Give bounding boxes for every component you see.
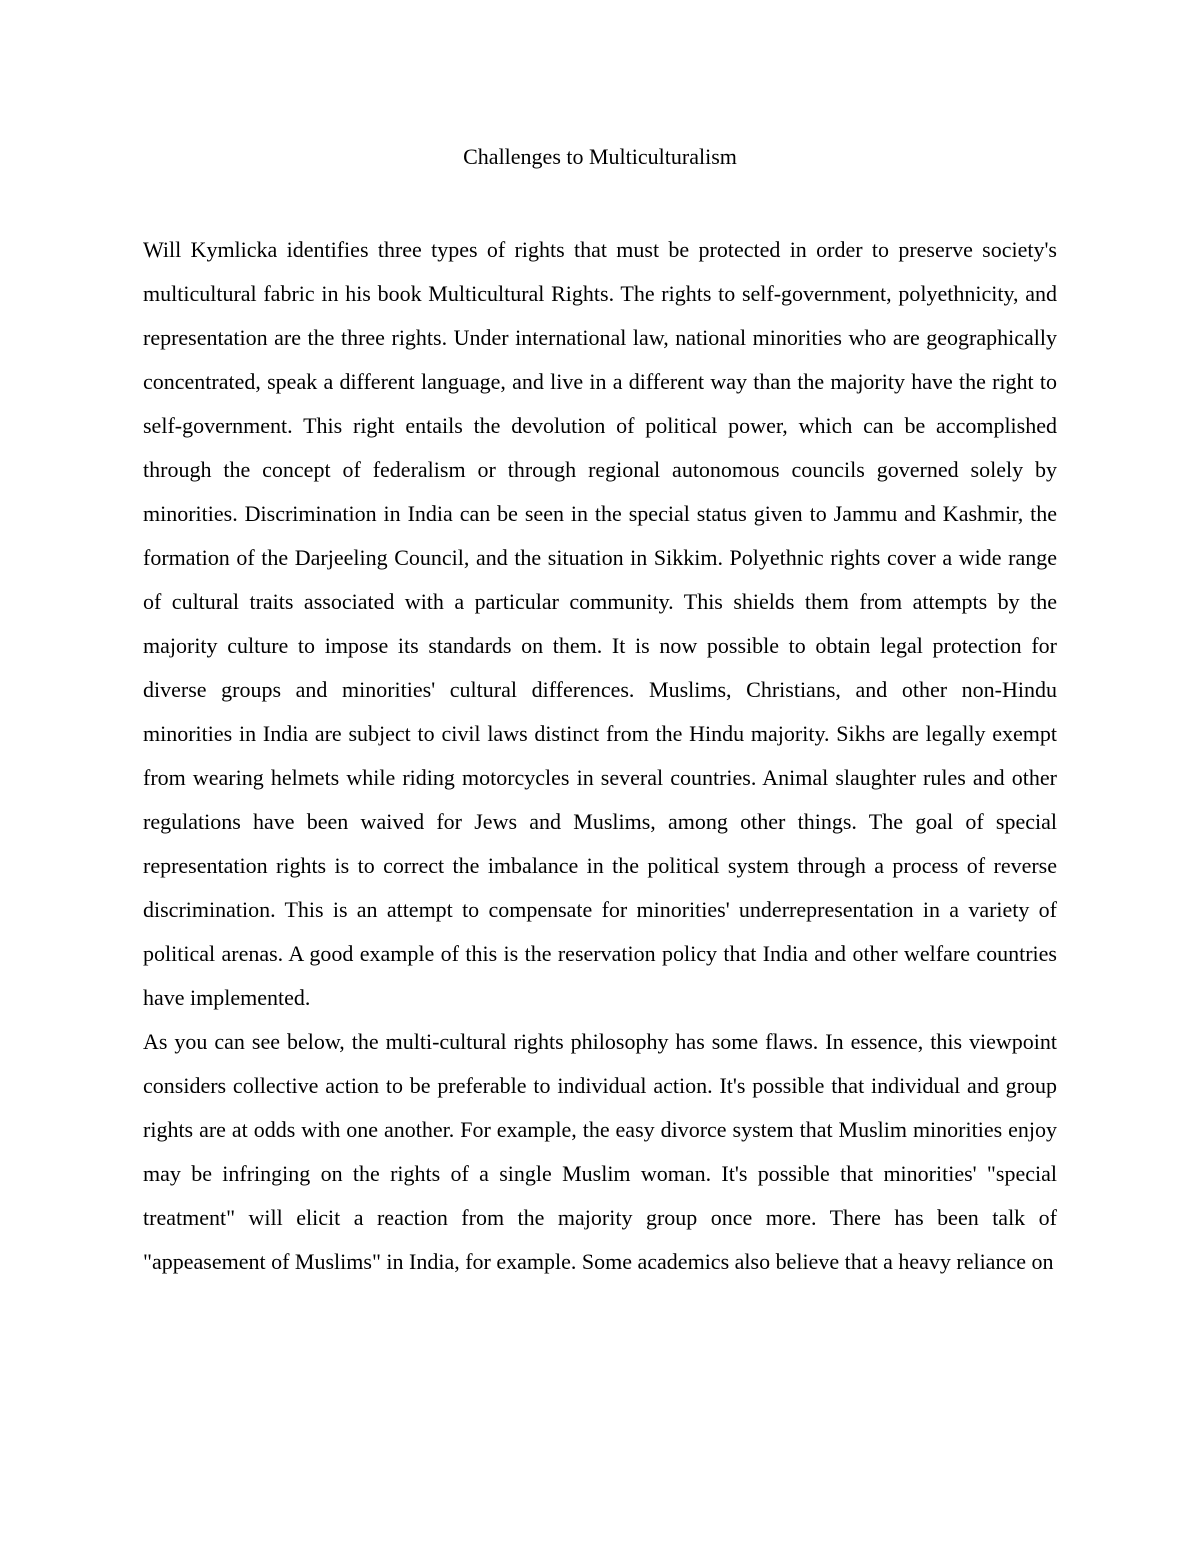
document-body bbox=[143, 228, 1057, 1284]
paragraph-rights: Will Kymlicka identifies three types of rights that must be protected in order to preserve society's multicultural fabric in his book Multicultural Rights. The rights to self-government, polyethnicity, and representation are the three rights. Under international law, national minorities who are geographically concentrated, speak a different language, and live in a different way than the majority have the right to self-government. This right entails the devolution of political power, which can be accomplished through the concept of federalism or through regional autonomous councils governed solely by minorities. Discrimination in India can be seen in the special status given to Jammu and Kashmir, the formation of the Darjeeling Council, and the situation in Sikkim. Polyethnic rights cover a wide range of cultural traits associated with a particular community. This shields them from attempts by the majority culture to impose its standards on them. It is now possible to obtain legal protection for diverse groups and minorities' cultural differences. Muslims, Christians, and other non-Hindu minorities in India are subject to civil laws distinct from the Hindu majority. Sikhs are legally exempt from wearing helmets while riding motorcycles in several countries. Animal slaughter rules and other regulations have been waived for Jews and Muslims, among other things. The goal of special representation rights is to correct the imbalance in the political system through a process of reverse discrimination. This is an attempt to compensate for minorities' underrepresentation in a variety of political arenas. A good example of this is the reservation policy that India and other welfare countries have implemented. bbox=[143, 237, 1057, 1010]
paragraph-flaws: As you can see below, the multi-cultural rights philosophy has some flaws. In essence, this viewpoint considers collective action to be preferable to individual action. It's possible that individual and group rights are at odds with one another. For example, the easy divorce system that Muslim minorities enjoy may be infringing on the rights of a single Muslim woman. It's possible that minorities' "special treatment" will elicit a reaction from the majority group once more. There has been talk of "appeasement of Muslims" in India, for example. Some academics also believe that a heavy reliance on bbox=[143, 1029, 1057, 1274]
document-title: Challenges to Multiculturalism bbox=[463, 144, 737, 169]
